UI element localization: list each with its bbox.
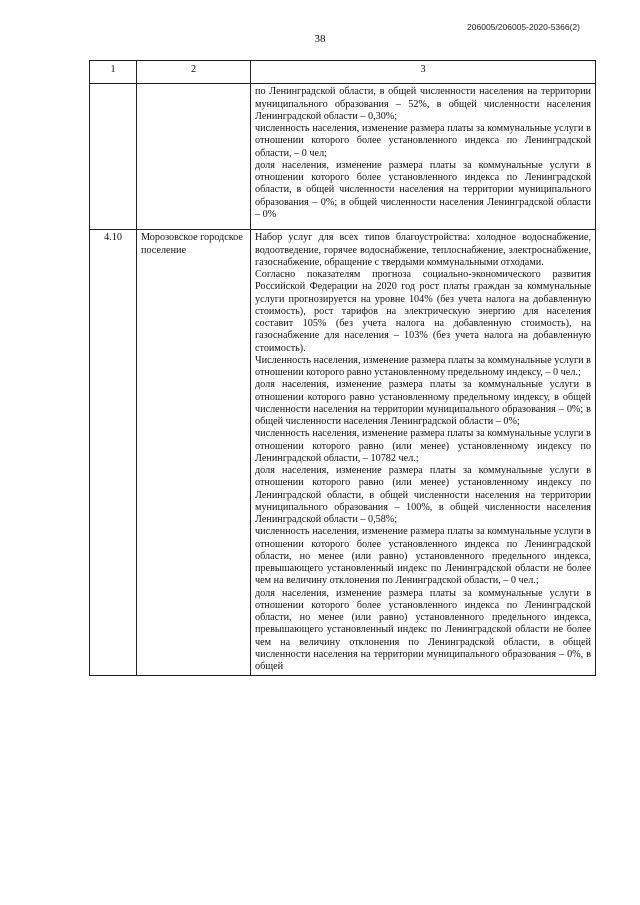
table-header-row — [90, 61, 596, 84]
settlement-name: Морозовское городское поселение — [137, 230, 251, 676]
row-description — [251, 84, 596, 230]
settlement-name — [137, 84, 251, 230]
paragraph: по Ленинградской области, в общей численности населения на территории муниципального образования – 52%, в общей численности населения Ленинградской области – 0,30%; — [255, 86, 591, 122]
paragraph: численность населения, изменение размера платы за коммунальные услуги в отношении которого более установленного индекса по Ленинградской области, но менее (или равно) установленного предельного индекса, превышающего установленный индекс по Ленинградской области не более чем на величину отклонения по Ленинградской области, – 0 чел.; — [255, 526, 591, 587]
paragraph: Согласно показателям прогноза социально-экономического развития Российской Федерации на 2020 год рост платы граждан за коммунальные услуги прогнозируется на уровне 104% (без учета налога на добавленную стоимость), рост тарифов на электрическую энергию для населения составит 105% (без учета налога на добавленную стоимость), на газоснабжение для населения – 103% (без учета налога на добавленную стоимость). — [255, 269, 591, 354]
page-number: 38 — [314, 33, 326, 45]
table-row — [90, 84, 596, 230]
main-table — [89, 60, 596, 676]
paragraph: численность населения, изменение размера платы за коммунальные услуги в отношении которого равно (или менее) установленному индексу по Ленинградской области, – 10782 чел.; — [255, 428, 591, 464]
column-header-1: 1 — [90, 61, 137, 84]
row-description — [251, 230, 596, 676]
paragraph: доля населения, изменение размера платы за коммунальные услуги в отношении которого равно установленному предельному индексу, в общей численности населения на территории муниципального образования – 0%; в общей численности населения Ленинградской области – 0%; — [255, 379, 591, 427]
paragraph: Численность населения, изменение размера платы за коммунальные услуги в отношении которого равно установленному предельному индексу, – 0 чел.; — [255, 354, 591, 378]
column-header-2: 2 — [137, 61, 251, 84]
row-number: 4.10 — [90, 230, 137, 676]
column-header-3: 3 — [251, 61, 596, 84]
paragraph: доля населения, изменение размера платы за коммунальные услуги в отношении которого равно (или менее) установленному индексу по Ленинградской области, в общей численности населения на территории муниципального образования – 100%, в общей численности населения Ленинградской области – 0,58%; — [255, 465, 591, 525]
paragraph: доля населения, изменение размера платы за коммунальные услуги в отношении которого более установленного индекса по Ленинградской области, в общей численности населения на территории муниципального образования – 0%; в общей численности населения Ленинградской области – 0% — [255, 159, 591, 220]
paragraph: доля населения, изменение размера платы за коммунальные услуги в отношении которого более установленного индекса по Ленинградской области, но менее (или равно) установленного предельного индекса, превышающего установленный индекс по Ленинградской области не более чем на величину отклонения по Ленинградской области, в общей численности населения на территории муниципального образования – 0%, в общей — [255, 587, 591, 672]
row-number — [90, 84, 137, 230]
paragraph: численность населения, изменение размера платы за коммунальные услуги в отношении которого более установленного индекса по Ленинградской области, – 0 чел; — [255, 123, 591, 159]
table-row — [90, 230, 596, 676]
document-id: 206005/206005-2020-5366(2) — [467, 22, 580, 32]
paragraph: Набор услуг для всех типов благоустройства: холодное водоснабжение, водоотведение, горячее водоснабжение, теплоснабжение, электроснабжение, газоснабжение, обращение с твердыми коммунальными отходами. — [255, 232, 591, 268]
